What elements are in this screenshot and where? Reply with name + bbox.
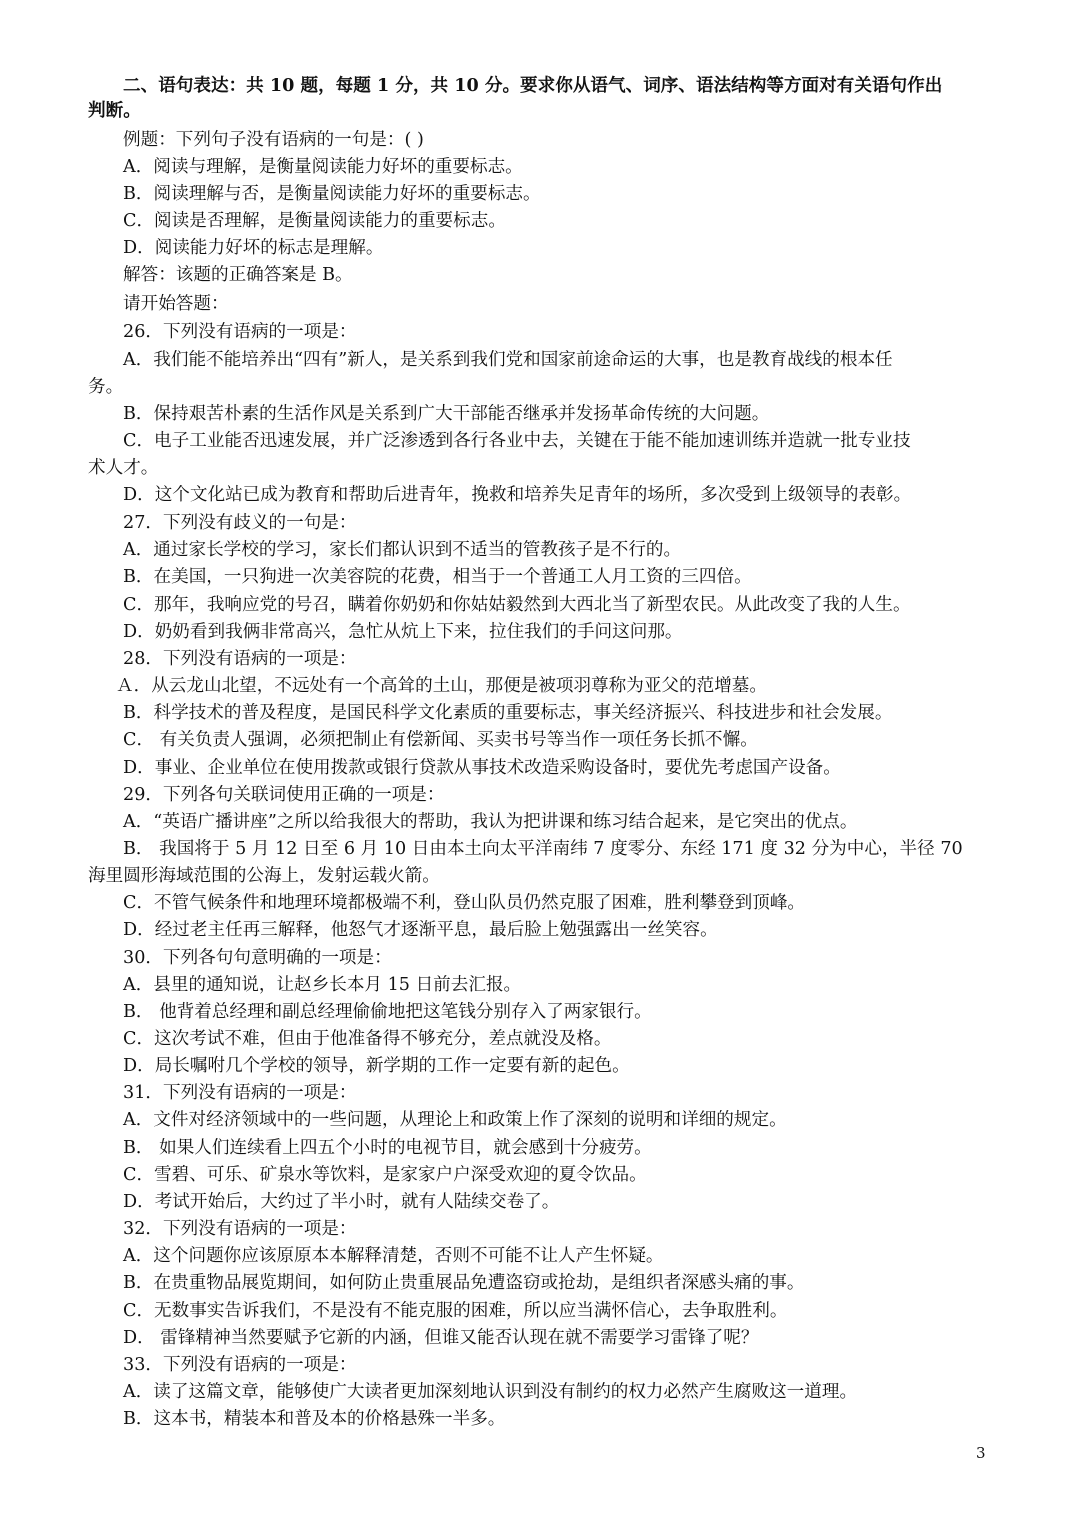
example-answer: 解答：该题的正确答案是 B。 <box>123 265 353 285</box>
question-28-stem: 28．下列没有语病的一项是： <box>123 649 357 669</box>
question-26-stem: 26．下列没有语病的一项是： <box>123 322 357 342</box>
section-heading-line-1: 二、语句表达：共 10 题，每题 1 分，共 10 分。要求你从语气、词序、语法结构等方面对有关语句作出 <box>123 75 943 96</box>
question-32-stem: 32．下列没有语病的一项是： <box>123 1219 357 1239</box>
question-30-stem: 30．下列各句句意明确的一项是： <box>123 948 392 968</box>
question-33-option-a: A．读了这篇文章，能够使广大读者更加深刻地认识到没有制约的权力必然产生腐败这一道理。 <box>123 1382 858 1402</box>
question-26-option-a: A．我们能不能培养出“四有”新人，是关系到我们党和国家前途命运的大事，也是教育战线的根本任 <box>123 350 893 370</box>
question-30-option-b: B． 他背着总经理和副总经理偷偷地把这笔钱分别存入了两家银行。 <box>123 1002 652 1022</box>
question-29-option-c: C．不管气候条件和地理环境都极端不利，登山队员仍然克服了困难，胜利攀登到顶峰。 <box>123 893 806 913</box>
question-26-option-c: C．电子工业能否迅速发展，并广泛渗透到各行各业中去，关键在于能不能加速训练并造就一批专业技 <box>123 431 911 451</box>
question-28-option-b: B．科学技术的普及程度，是国民科学文化素质的重要标志，事关经济振兴、科技进步和社会发展。 <box>123 703 893 723</box>
question-31-stem: 31．下列没有语病的一项是： <box>123 1083 357 1103</box>
question-26-option-b: B．保持艰苦朴素的生活作风是关系到广大干部能否继承并发扬革命传统的大问题。 <box>123 404 770 424</box>
example-option-b: B．阅读理解与否，是衡量阅读能力好坏的重要标志。 <box>123 184 541 204</box>
question-31-option-a: A．文件对经济领域中的一些问题，从理论上和政策上作了深刻的说明和详细的规定。 <box>123 1110 787 1130</box>
question-31-option-b: B． 如果人们连续看上四五个小时的电视节目，就会感到十分疲劳。 <box>123 1138 652 1158</box>
question-31-option-d: D．考试开始后，大约过了半小时，就有人陆续交卷了。 <box>123 1192 560 1212</box>
question-29-stem: 29．下列各句关联词使用正确的一项是： <box>123 785 445 805</box>
example-option-c: C．阅读是否理解，是衡量阅读能力的重要标志。 <box>123 211 506 231</box>
example-question: 例题：下列句子没有语病的一句是：( ) <box>123 130 424 150</box>
question-33-option-b: B．这本书，精装本和普及本的价格悬殊一半多。 <box>123 1409 506 1429</box>
question-29-option-d: D．经过老主任再三解释，他怒气才逐渐平息，最后脸上勉强露出一丝笑容。 <box>123 920 718 940</box>
question-27-option-a: A．通过家长学校的学习，家长们都认识到不适当的管教孩子是不行的。 <box>123 540 682 560</box>
example-option-a: A．阅读与理解，是衡量阅读能力好坏的重要标志。 <box>123 157 523 177</box>
question-32-option-c: C．无数事实告诉我们，不是没有不能克服的困难，所以应当满怀信心，去争取胜利。 <box>123 1301 788 1321</box>
example-option-d: D．阅读能力好坏的标志是理解。 <box>123 238 384 258</box>
question-30-option-d: D．局长嘱咐几个学校的领导，新学期的工作一定要有新的起色。 <box>123 1056 630 1076</box>
question-26-option-a-cont: 务。 <box>88 377 124 397</box>
question-32-option-a: A．这个问题你应该原原本本解释清楚，否则不可能不让人产生怀疑。 <box>123 1246 664 1266</box>
question-26-option-c-cont: 术人才。 <box>88 458 159 478</box>
question-32-option-d: D． 雷锋精神当然要赋予它新的内涵，但谁又能否认现在就不需要学习雷锋了呢？ <box>123 1328 759 1348</box>
question-32-option-b: B．在贵重物品展览期间，如何防止贵重展品免遭盗窃或抢劫，是组织者深感头痛的事。 <box>123 1273 805 1293</box>
question-30-option-c: C．这次考试不难，但由于他准备得不够充分，差点就没及格。 <box>123 1029 612 1049</box>
question-27-stem: 27．下列没有歧义的一句是： <box>123 513 357 533</box>
example-instruction: 请开始答题： <box>123 294 229 314</box>
question-27-option-d: D．奶奶看到我俩非常高兴，急忙从炕上下来，拉住我们的手问这问那。 <box>123 622 683 642</box>
question-29-option-b: B． 我国将于 5 月 12 日至 6 月 10 日由本土向太平洋南纬 7 度零分、东经 171 度 32 分为中心，半径 70 <box>123 839 963 859</box>
question-30-option-a: A．县里的通知说，让赵乡长本月 15 日前去汇报。 <box>123 975 522 995</box>
question-27-option-b: B．在美国，一只狗进一次美容院的花费，相当于一个普通工人月工资的三四倍。 <box>123 567 752 587</box>
question-28-option-c: C． 有关负责人强调，必须把制止有偿新闻、买卖书号等当作一项任务长抓不懈。 <box>123 730 758 750</box>
question-29-option-b-cont: 海里圆形海域范围的公海上，发射运载火箭。 <box>88 866 440 886</box>
question-29-option-a: A．“英语广播讲座”之所以给我很大的帮助，我认为把讲课和练习结合起来，是它突出的优点。 <box>123 812 858 832</box>
question-28-option-a: Ａ．从云龙山北望，不远处有一个高耸的土山，那便是被项羽尊称为亚父的范增墓。 <box>116 676 767 696</box>
page-number: 3 <box>976 1444 986 1462</box>
question-31-option-c: C．雪碧、可乐、矿泉水等饮料，是家家户户深受欢迎的夏令饮品。 <box>123 1165 647 1185</box>
question-33-stem: 33．下列没有语病的一项是： <box>123 1355 357 1375</box>
question-27-option-c: C．那年，我响应党的号召，瞒着你奶奶和你姑姑毅然到大西北当了新型农民。从此改变了我的人生。 <box>123 595 911 615</box>
question-26-option-d: D．这个文化站已成为教育和帮助后进青年，挽救和培养失足青年的场所，多次受到上级领导的表彰。 <box>123 485 912 505</box>
question-28-option-d: D．事业、企业单位在使用拨款或银行贷款从事技术改造采购设备时，要优先考虑国产设备。 <box>123 758 841 778</box>
section-heading-line-2: 判断。 <box>88 100 141 121</box>
